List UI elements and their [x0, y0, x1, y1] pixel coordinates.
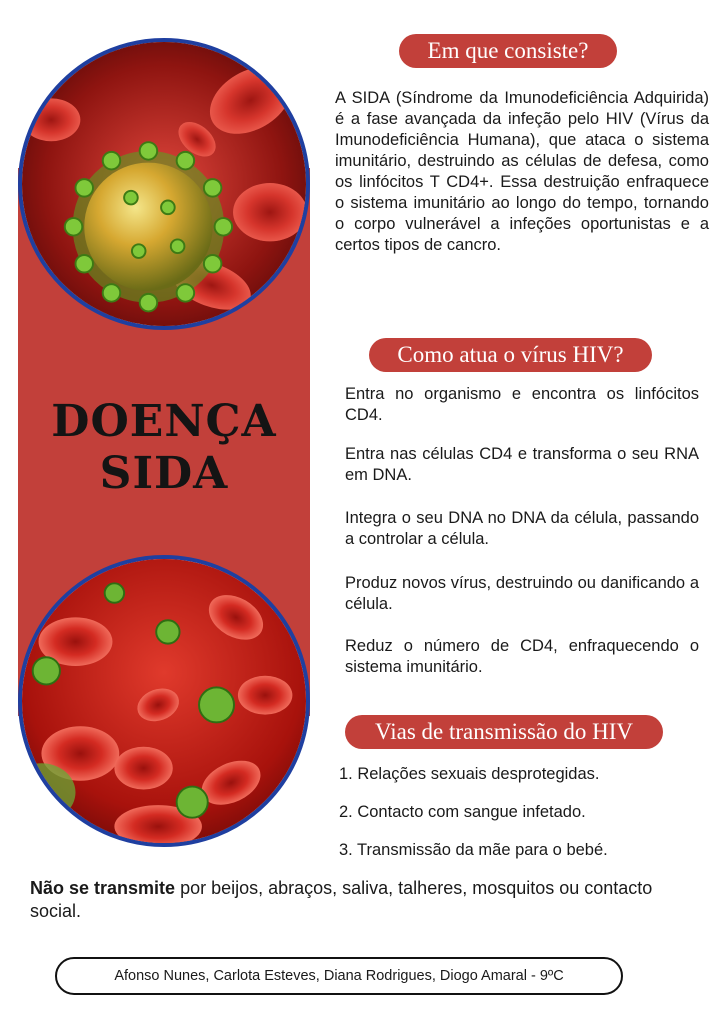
non-transmission-note: [30, 877, 694, 923]
authors-box: Afonso Nunes, Carlota Esteves, Diana Rodrigues, Diogo Amaral - 9ºC: [55, 957, 623, 995]
hiv-step-1: Entra no organismo e encontra os linfócitos CD4.: [345, 385, 699, 424]
hiv-step-4: Produz novos vírus, destruindo ou danificando a célula.: [345, 574, 699, 613]
section-heading-como-atua: Como atua o vírus HIV?: [369, 338, 652, 372]
definition-paragraph: A SIDA (Síndrome da Imunodeficiência Adquirida) é a fase avançada da infeção pelo HIV (Vírus da Imunodeficiência Humana), que ataca o sistema imunitário, destruindo as células de defesa, como os linfócitos T CD4+. Essa destruição enfraquece o sistema imunitário ao longo do tempo, tornando o corpo vulnerável a infeções oportunistas e a certos tipos de cancro.: [335, 89, 709, 254]
transmission-list: [339, 764, 699, 878]
main-title-line-2: SIDA: [99, 448, 229, 499]
blood-cells-illustration-bottom: [22, 559, 306, 843]
section-heading-em-que-consiste: Em que consiste?: [399, 34, 617, 68]
main-title-line-1: DOENÇA: [51, 396, 277, 447]
transmission-item-2: 2. Contacto com sangue infetado.: [339, 803, 586, 821]
hiv-step-2: Entra nas células CD4 e transforma o seu RNA em DNA.: [345, 445, 699, 484]
note-bold-text: Não se transmite: [30, 878, 176, 898]
hiv-step-3: Integra o seu DNA no DNA da célula, passando a controlar a célula.: [345, 509, 699, 548]
virus-image-top: [18, 38, 310, 330]
virus-illustration-top: [22, 42, 306, 326]
hiv-step-5: Reduz o número de CD4, enfraquecendo o sistema imunitário.: [345, 637, 699, 676]
section-heading-vias-transmissao: Vias de transmissão do HIV: [345, 715, 663, 749]
virus-image-bottom: [18, 555, 310, 847]
note-rest-text: por beijos, abraços, saliva, talheres, mosquitos ou contacto social.: [30, 878, 653, 921]
transmission-item-1: 1. Relações sexuais desprotegidas.: [339, 765, 600, 783]
transmission-item-3: 3. Transmissão da mãe para o bebé.: [339, 841, 608, 859]
